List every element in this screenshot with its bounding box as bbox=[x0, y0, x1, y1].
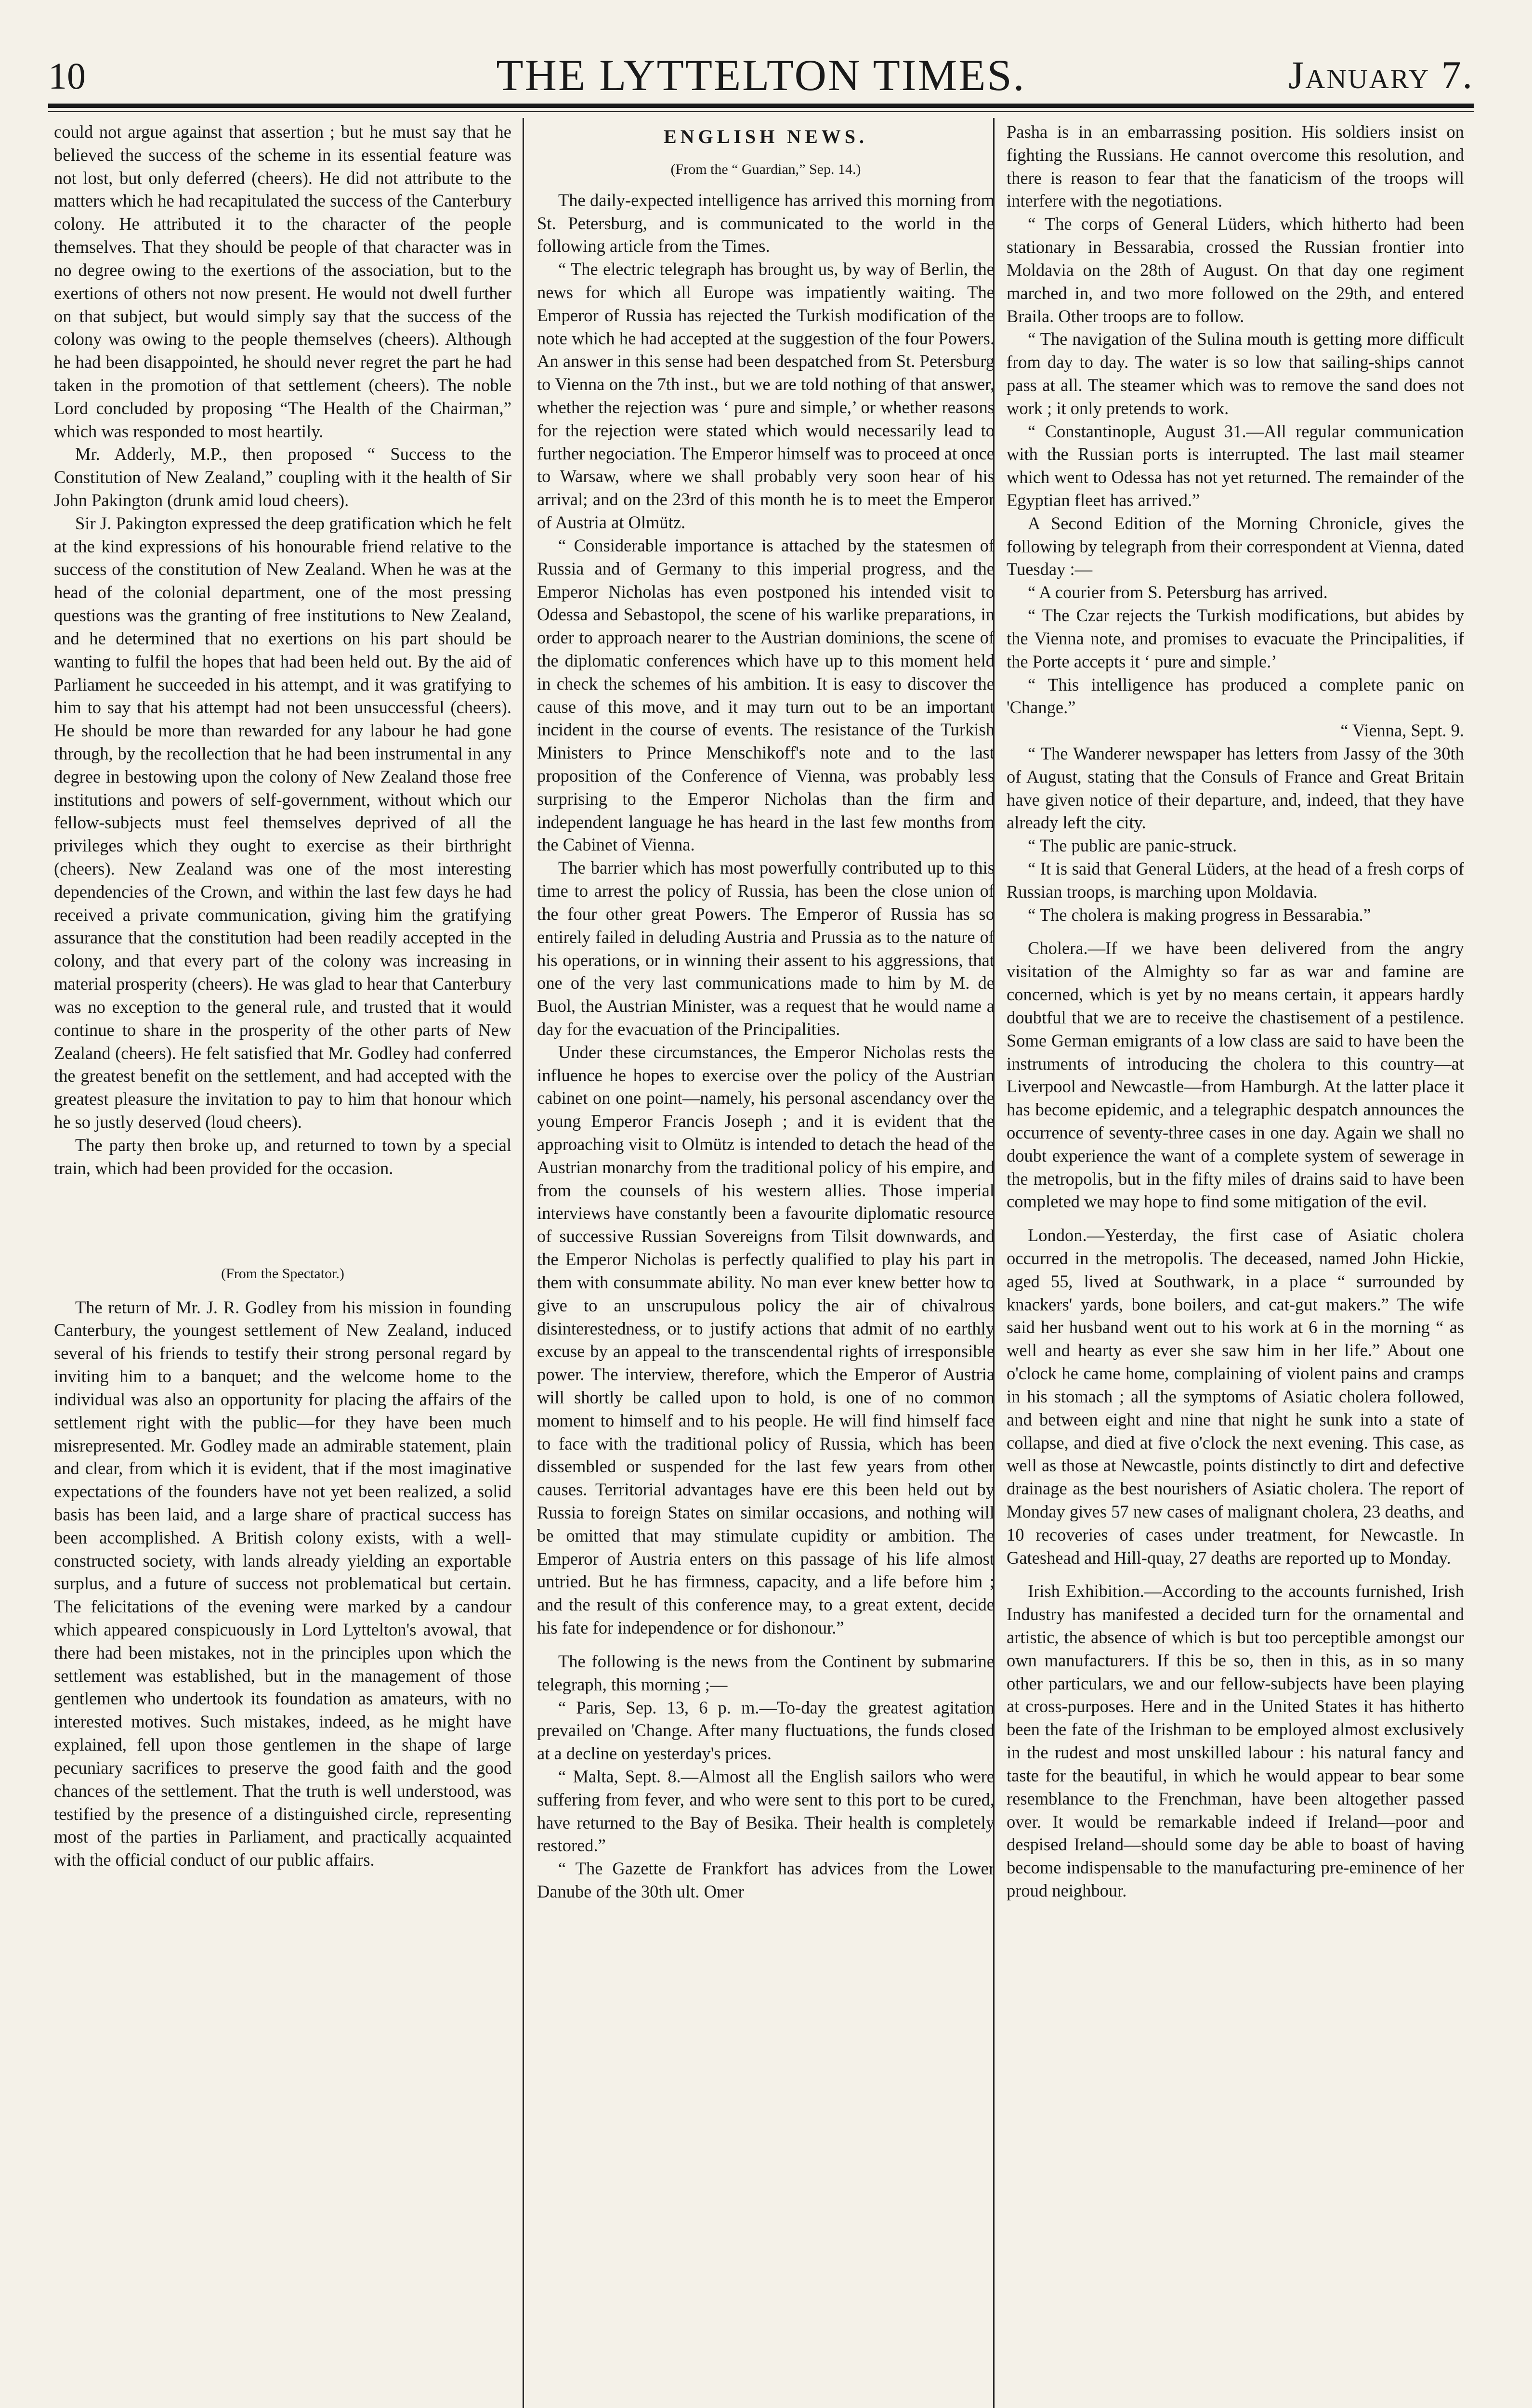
section-heading: ENGLISH NEWS. bbox=[663, 126, 868, 147]
article-paragraph: “ The Czar rejects the Turkish modifications, but abides by the Vienna note, and promises to evacuate the Principalities, if the Porte accepts it ‘ pure and simple.’ bbox=[1007, 605, 1464, 671]
article-paragraph: “ The corps of General Lüders, which hitherto had been stationary in Bessarabia, crossed the Russian frontier into Moldavia on the 28th of August. On that day one regiment marched in, and two more followed on the 29th, and entered Braila. Other troops are to follow. bbox=[1007, 214, 1464, 326]
article-paragraph: The daily-expected intelligence has arrived this morning from St. Petersburg, and is communicated to the world in the following article from the Times. bbox=[537, 190, 995, 256]
article-paragraph: could not argue against that assertion ; but he must say that he believed the success of the scheme in its essential feature was not lost, but only deferred (cheers). He did not attribute to the matters which he had recapitulated the success of the Canterbury colony. He attributed it to the character of the people themselves. That they should be people of that character was in no degree owing to the exertions of the association, but to the exertions of others not now present. He would not dwell further on that subject, but would simply say that the success of the colony was owing to the people themselves (cheers). Although he had been disappointed, he should never regret the part he had taken in the promotion of that settlement (cheers). The noble Lord concluded by proposing “The Health of the Chairman,” which was responded to most heartily. bbox=[54, 122, 511, 441]
article-paragraph: Mr. Adderly, M.P., then proposed “ Success to the Constitution of New Zealand,” coupling with it the health of Sir John Pakington (drunk amid loud cheers). bbox=[54, 444, 511, 510]
dateline: “ Vienna, Sept. 9. bbox=[1340, 720, 1464, 741]
column-divider bbox=[523, 118, 524, 2408]
page-number: 10 bbox=[48, 55, 86, 97]
article-paragraph: The return of Mr. J. R. Godley from his mission in founding Canterbury, the youngest settlement of New Zealand, induced several of his friends to testify their strong personal regard by inviting him to a banquet; and the welcome home to the individual was also an opportunity for placing the affairs of the settlement right with the public—for they have been much misrepresented. Mr. Godley made an admirable statement, plain and clear, from which it is evident, that if the most imaginative expectations of the founders have not yet been realized, a solid basis has been laid, and a large share of practical success has been accomplished. A British colony exists, with a well-constructed society, with lands already yielding an exportable surplus, and a future of success not problematical but certain. The felicitations of the evening were marked by a candour which appeared conspicuously in Lord Lyttelton's avowal, that there had been mistakes, not in the principles upon which the settlement was established, but in the management of those gentlemen who undertook its foundation as amateurs, with no interested motives. Such mistakes, indeed, as he might have explained, fell upon those gentlemen in the shape of large pecuniary sacrifices to preserve the good faith and the good chances of the settlement. That the truth is well understood, was testified by the presence of a distinguished circle, representing most of the parties in Parliament, and practically acquainted with the official conduct of our public affairs. bbox=[54, 1297, 511, 1870]
column-3 bbox=[1007, 120, 1464, 2408]
article-paragraph: Pasha is in an embarrassing position. His soldiers insist on fighting the Russians. He cannot overcome this resolution, and there is reason to fear that the fanaticism of the troops will interfere with the negotiations. bbox=[1007, 122, 1464, 211]
article-paragraph: “ This intelligence has produced a complete panic on 'Change.” bbox=[1007, 674, 1464, 718]
newspaper-title: THE LYTTELTON TIMES. bbox=[496, 51, 1026, 100]
article-paragraph: The following is the news from the Continent by submarine telegraph, this morning ;— bbox=[537, 1651, 995, 1694]
article-paragraph: “ The Gazette de Frankfort has advices from the Lower Danube of the 30th ult. Omer bbox=[537, 1858, 995, 1901]
article-paragraph: “ Malta, Sept. 8.—Almost all the English sailors who were suffering from fever, and who were sent to this port to be cured, have returned to the Bay of Besika. Their health is completely restored.” bbox=[537, 1766, 995, 1856]
article-paragraph: The barrier which has most powerfully contributed up to this time to arrest the policy of Russia, has been the close union of the four other great Powers. The Emperor of Russia has so entirely failed in deluding Austria and Prussia as to the nature of his operations, or in winning their assent to his aggressions, that one of the very last communications made to him by M. de Buol, the Austrian Minister, was a request that he would name a day for the evacuation of the Principalities. bbox=[537, 858, 995, 1039]
article-paragraph: “ Considerable importance is attached by the statesmen of Russia and of Germany to this imperial progress, and the Emperor Nicholas has even postponed his intended visit to Odessa and Sebastopol, the scene of his warlike preparations, in order to approach nearer to the Austrian dominions, the scene of the diplomatic conferences which have up to this moment held in check the schemes of his ambition. It is easy to discover the cause of this move, and it may turn out to be an important incident in the course of events. The resistance of the Turkish Ministers to Prince Menschikoff's note and to the last proposition of the Conference of Vienna, was probably less surprising to the Emperor Nicholas than the firm and independent language he has heard in the last few months from the Cabinet of Vienna. bbox=[537, 535, 995, 855]
article-paragraph: “ It is said that General Lüders, at the head of a fresh corps of Russian troops, is marching upon Moldavia. bbox=[1007, 859, 1464, 902]
article-paragraph: Under these circumstances, the Emperor Nicholas rests the influence he hopes to exercise over the policy of the Austrian cabinet on one point—namely, his personal ascendancy over the young Emperor Francis Joseph ; and it is evident that the approaching visit to Olmütz is intended to detach the head of the Austrian monarchy from the traditional policy of his empire, and from the counsels of his western allies. Those imperial interviews have constantly been a favourite diplomatic resource of successive Russian Sovereigns from Tilsit downwards, and the Emperor Nicholas is perfectly qualified to play his part in them with consummate ability. No man ever knew better how to give to an unscrupulous policy the air of chivalrous disinterestedness, or to justify actions that admit of no earthly excuse by an appeal to the transcendental rights of irresponsible power. The interview, therefore, which the Emperor of Austria will shortly be called upon to hold, is one of no common moment to himself and to his people. He will find himself face to face with the traditional policy of Russia, which has been dissembled or suspended for the last few years from other causes. Territorial advantages have ere this been held out by Russia to foreign States on similar occasions, and nothing will be omitted that may stimulate cupidity or ambition. The Emperor of Austria enters on this passage of his life almost untried. But he has firmness, capacity, and a life before him ; and the result of this conference may, to a great extent, decide his fate for independence or for dishonour.” bbox=[537, 1042, 995, 1638]
article-paragraph: London.—Yesterday, the first case of Asiatic cholera occurred in the metropolis. The deceased, named John Hickie, aged 55, lived at Southwark, in a place “ surrounded by knackers' yards, bone boilers, and cat-gut makers.” The wife said her husband went out to his work at 6 in the morning “ as well and hearty as ever she saw him in her life.” About one o'clock he came home, complaining of violent pains and cramps in his stomach ; all the symptoms of Asiatic cholera followed, and between eight and nine that night he sunk into a state of collapse, and died at five o'clock the next evening. This case, as well as those at Newcastle, points distinctly to dirt and defective drainage as the best nourishers of Asiatic cholera. The report of Monday gives 57 new cases of malignant cholera, 23 deaths, and 10 recoveries of cases under treatment, for Newcastle. In Gateshead and Hill-quay, 27 deaths are reported up to Monday. bbox=[1007, 1225, 1464, 1568]
issue-date: January 7. bbox=[1288, 53, 1474, 97]
article-paragraph: “ Paris, Sep. 13, 6 p. m.—To-day the greatest agitation prevailed on 'Change. After many fluctuations, the funds closed at a decline on yesterday's prices. bbox=[537, 1697, 995, 1764]
article-paragraph: “ The electric telegraph has brought us, by way of Berlin, the news for which all Europe was impatiently waiting. The Emperor of Russia has rejected the Turkish modification of the note which he had accepted at the suggestion of the four Powers. An answer in this sense had been despatched from St. Petersburg to Vienna on the 7th inst., but we are told nothing of that answer, whether the rejection was ‘ pure and simple,’ or whether reasons for the rejection were stated which would necessarily lead to further negociation. The Emperor himself was to proceed at once to Warsaw, where we shall probably very soon hear of his arrival; and on the 23rd of this month he is to meet the Emperor of Austria at Olmütz. bbox=[537, 259, 995, 533]
article-paragraph: Irish Exhibition.—According to the accounts furnished, Irish Industry has manifested a decided turn for the ornamental and artistic, the absence of which is but too perceptible amongst our own manufacturers. If this be so, then in this, as in so many other particulars, we and our fellow-subjects have been playing at cross-purposes. Here and in the United States it has hitherto been the fate of the Irishman to be employed almost exclusively in the rudest and most unskilled labour : his natural fancy and taste for the beautiful, in which he would appear to bear some resemblance to the Frenchman, have been altogether passed over. It would be remarkable indeed if Ireland—poor and despised Ireland—should some day be able to boast of having become indispensable to the manufacturing pre-eminence of her proud neighbour. bbox=[1007, 1581, 1464, 1900]
article-paragraph: “ The navigation of the Sulina mouth is getting more difficult from day to day. The water is so low that sailing-ships cannot pass at all. The steamer which was to remove the sand does not work ; it only pretends to work. bbox=[1007, 329, 1464, 418]
masthead-rule bbox=[48, 104, 1474, 108]
source-attribution: (From the “ Guardian,” Sep. 14.) bbox=[670, 161, 861, 178]
article-paragraph: “ The Wanderer newspaper has letters from Jassy of the 30th of August, stating that the Consuls of France and Great Britain have given notice of their departure, and, indeed, that they have already left the city. bbox=[1007, 743, 1464, 833]
masthead bbox=[48, 46, 1474, 99]
masthead-rule-thin bbox=[48, 111, 1474, 112]
column-2 bbox=[537, 120, 995, 2408]
article-paragraph: Sir J. Pakington expressed the deep gratification which he felt at the kind expressions of his honourable friend relative to the success of the constitution of New Zealand. When he was at the head of the colonial department, one of the most pressing questions was the granting of free institutions to New Zealand, and he determined that no exertions on his part should be wanting to fulfil the hopes that had been held out. By the aid of Parliament he succeeded in his attempt, and it was gratifying to him to say that his attempt had not been unsuccessful (cheers). He should be more than rewarded for any labour he had gone through, by the recollection that he had been instrumental in any degree in bestowing upon the colony of New Zealand those free institutions and powers of self-government, without which our fellow-subjects must feel themselves deprived of all the privileges which they ought to exercise as their birthright (cheers). New Zealand was one of the most interesting dependencies of the Crown, and within the last few days he had received a private communication, giving him the gratifying assurance that the constitution had been readily accepted in the colony, and that every part of the colony was increasing in material prosperity (cheers). He was glad to hear that Canterbury was no exception to the general rule, and trusted that it would continue to share in the prosperity of the other parts of New Zealand (cheers). He felt satisfied that Mr. Godley had conferred the greatest benefit on the settlement, and had accepted with the greatest pleasure the invitation to pay to him that honour which he so justly deserved (loud cheers). bbox=[54, 513, 511, 1132]
article-paragraph: “ Constantinople, August 31.—All regular communication with the Russian ports is interrupted. The last mail steamer which went to Odessa has not yet returned. The remainder of the Egyptian fleet has arrived.” bbox=[1007, 421, 1464, 510]
source-attribution: (From the Spectator.) bbox=[221, 1266, 344, 1282]
article-paragraph: The party then broke up, and returned to town by a special train, which had been provided for the occasion. bbox=[54, 1135, 511, 1178]
article-paragraph: “ A courier from S. Petersburg has arrived. bbox=[1028, 582, 1328, 602]
column-1 bbox=[54, 120, 511, 2408]
article-paragraph: A Second Edition of the Morning Chronicle, gives the following by telegraph from their correspondent at Vienna, dated Tuesday :— bbox=[1007, 513, 1464, 579]
article-paragraph: Cholera.—If we have been delivered from the angry visitation of the Almighty so far as war and famine are concerned, which is yet by no means certain, it appears hardly doubtful that we are to receive the chastisement of a pestilence. Some German emigrants of a low class are said to have been the instruments of introducing the cholera to this country—at Liverpool and Newcastle—from Hamburgh. At the latter place it has become epidemic, and a telegraphic despatch announces the occurrence of seventy-three cases in one day. Again we shall no doubt experience the want of a complete system of sewerage in the metropolis, but in the fifty miles of drains said to have been completed we may hope to find some mitigation of the evil. bbox=[1007, 938, 1464, 1212]
article-paragraph: “ The public are panic-struck. bbox=[1028, 836, 1237, 856]
article-paragraph: “ The cholera is making progress in Bessarabia.” bbox=[1028, 904, 1371, 925]
